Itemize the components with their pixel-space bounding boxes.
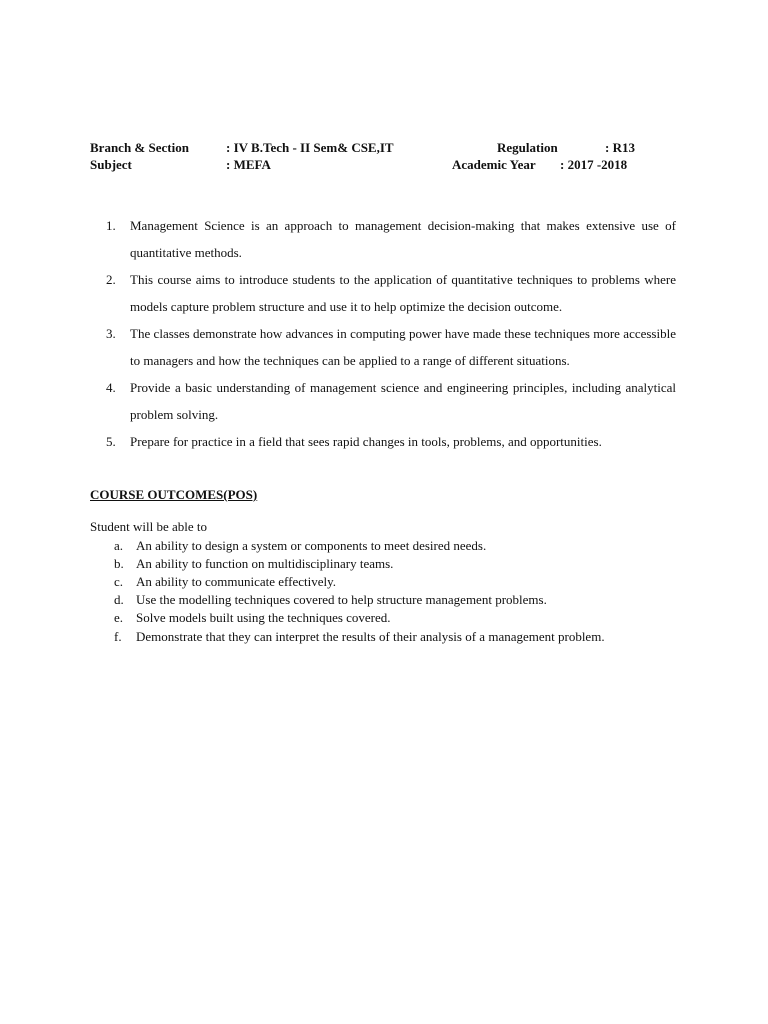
item-number: 3. (106, 326, 116, 341)
item-number: 2. (106, 272, 116, 287)
item-text: This course aims to introduce students to the application of quantitative techniques to problems where models capture problem structure and use it to help optimize the decision outcome. (130, 272, 676, 314)
item-letter: c. (114, 574, 124, 589)
regulation-label: Regulation (497, 140, 558, 155)
list-item (90, 591, 676, 609)
list-item (90, 428, 676, 455)
item-text: Solve models built using the techniques covered. (136, 610, 391, 625)
outcomes-list (90, 537, 676, 650)
subject-label: Subject (90, 157, 132, 172)
item-text: Prepare for practice in a field that sees rapid changes in tools, problems, and opportunities. (130, 434, 602, 449)
item-text: Provide a basic understanding of management science and engineering principles, including analytical problem solving. (130, 380, 676, 422)
item-text: An ability to design a system or components to meet desired needs. (136, 538, 487, 553)
item-text: Management Science is an approach to management decision-making that makes extensive use of quantitative methods. (130, 218, 676, 260)
item-letter: d. (114, 592, 124, 607)
list-item (90, 573, 676, 591)
item-number: 4. (106, 380, 116, 395)
item-letter: b. (114, 556, 124, 571)
item-number: 5. (106, 434, 116, 449)
subject-value: : MEFA (226, 157, 271, 172)
list-item (90, 320, 676, 374)
list-item (90, 555, 676, 573)
list-item (90, 212, 676, 266)
branch-value: : IV B.Tech - II Sem& CSE,IT (226, 140, 394, 155)
list-item (90, 623, 676, 650)
item-letter: f. (114, 629, 122, 644)
objectives-list (90, 212, 676, 455)
item-letter: a. (114, 538, 124, 553)
regulation-value: : R13 (605, 140, 635, 155)
item-text: Use the modelling techniques covered to help structure management problems. (136, 592, 547, 607)
item-letter: e. (114, 610, 124, 625)
academic-year-label: Academic Year (452, 157, 536, 172)
item-text: Demonstrate that they can interpret the results of their analysis of a management problem. (136, 629, 605, 644)
branch-label: Branch & Section (90, 140, 189, 155)
academic-year-value: : 2017 -2018 (560, 157, 628, 172)
list-item (90, 374, 676, 428)
item-text: An ability to communicate effectively. (136, 574, 336, 589)
item-text: The classes demonstrate how advances in computing power have made these techniques more accessible to managers and how the techniques can be applied to a range of different situations. (130, 326, 676, 368)
outcomes-intro: Student will be able to (90, 519, 207, 534)
item-text: An ability to function on multidisciplinary teams. (136, 556, 394, 571)
list-item (90, 266, 676, 320)
course-outcomes-heading: COURSE OUTCOMES(POS) (90, 487, 258, 502)
list-item (90, 537, 676, 555)
item-number: 1. (106, 218, 116, 233)
